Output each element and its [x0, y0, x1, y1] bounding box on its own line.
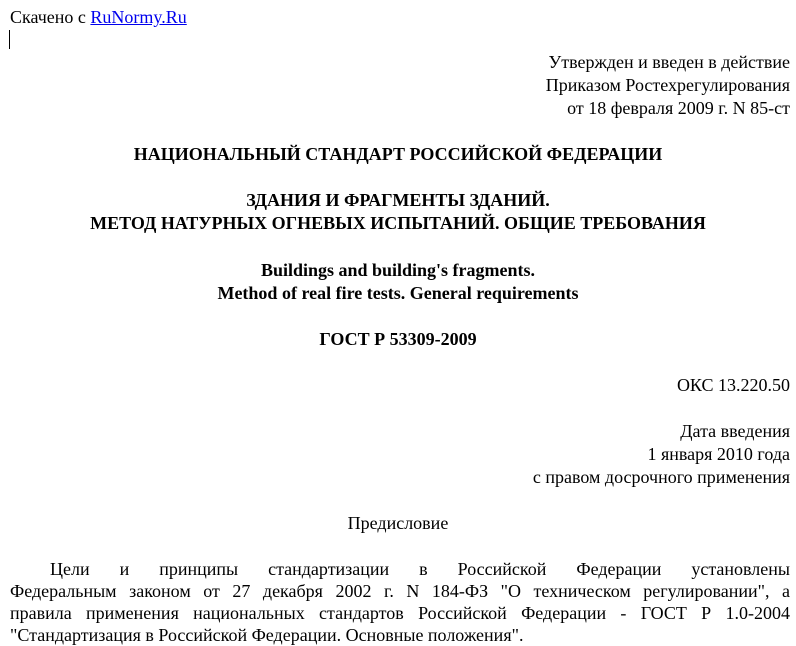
- preface-line-3: правила применения национальных стандартов Российской Федерации - ГОСТ Р 1.0-2004: [10, 603, 790, 623]
- text-cursor: [9, 30, 10, 49]
- preface-line-1: Цели и принципы стандартизации в Российской Федерации установлены: [50, 559, 790, 579]
- title-en-line-1: Buildings and building's fragments.: [260, 260, 536, 280]
- preface-line-4: "Стандартизация в Российской Федерации. Основные положения".: [10, 625, 524, 645]
- download-source-line: [10, 6, 187, 28]
- title-ru-line-1: ЗДАНИЯ И ФРАГМЕНТЫ ЗДАНИЙ.: [246, 190, 550, 210]
- approval-line-3: от 18 февраля 2009 г. N 85-ст: [567, 98, 790, 118]
- title-ru-line-2: МЕТОД НАТУРНЫХ ОГНЕВЫХ ИСПЫТАНИЙ. ОБЩИЕ ТРЕБОВАНИЯ: [90, 213, 706, 233]
- approval-line-2: Приказом Ростехрегулирования: [545, 75, 790, 95]
- site-link[interactable]: RuNormy.Ru: [90, 7, 187, 27]
- title-en-line-2: Method of real fire tests. General requirements: [217, 283, 579, 303]
- early-use-note: с правом досрочного применения: [532, 467, 790, 487]
- download-source-prefix: Скачено с: [10, 7, 91, 27]
- preface-line-2: Федеральным законом от 27 декабря 2002 г. N 184-ФЗ "О техническом регулировании", а: [10, 581, 790, 601]
- preface-paragraph: [10, 558, 790, 646]
- oks-code: ОКС 13.220.50: [676, 375, 790, 395]
- intro-date: 1 января 2010 года: [647, 444, 790, 464]
- intro-date-label: Дата введения: [680, 421, 790, 441]
- national-standard-heading: НАЦИОНАЛЬНЫЙ СТАНДАРТ РОССИЙСКОЙ ФЕДЕРАЦИИ: [133, 144, 663, 164]
- gost-number: ГОСТ Р 53309-2009: [319, 329, 477, 349]
- approval-line-1: Утвержден и введен в действие: [548, 52, 790, 72]
- preface-heading: Предисловие: [347, 513, 449, 533]
